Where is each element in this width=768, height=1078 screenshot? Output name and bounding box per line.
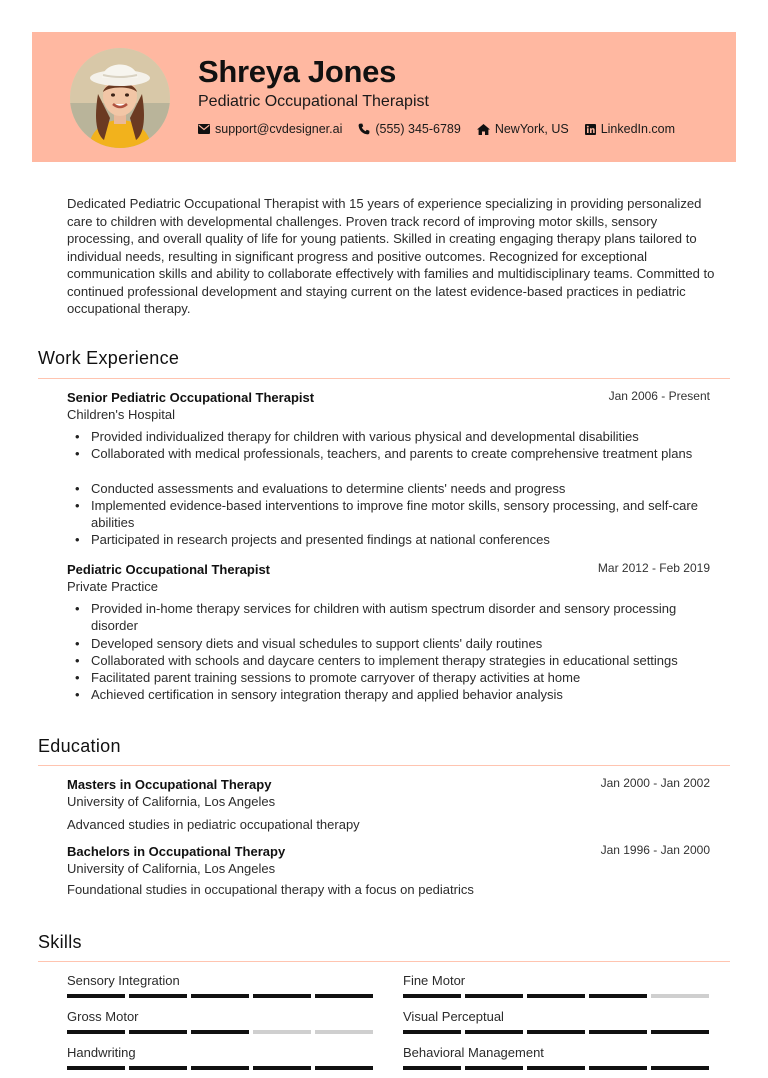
degree-title: Masters in Occupational Therapy bbox=[67, 777, 272, 792]
job-bullet: • Participated in research projects and presented findings at national conferences bbox=[67, 531, 710, 548]
professional-summary: Dedicated Pediatric Occupational Therapist with 15 years of experience specializing in providing personalized care to children with developmental challenges. Proven track record of improving motor skills, sensory processing, and overall quality of life for young patients. Skilled in creating engaging therapy plans tailored to individual needs, resulting in significant progress and positive outcomes. Recognized for exceptional communication skills and ability to collaborate effectively with families and multidisciplinary teams. Committed to continued professional development and staying current on the latest evidence-based practices in pediatric occupational therapy. bbox=[67, 196, 715, 316]
skill-name: Fine Motor bbox=[403, 973, 466, 988]
skill-level-segment bbox=[191, 1030, 249, 1034]
skill-level-segment bbox=[253, 1066, 311, 1070]
contact-linkedin-text: LinkedIn.com bbox=[600, 122, 676, 136]
skill-level-segment bbox=[67, 1066, 125, 1070]
skill-name: Behavioral Management bbox=[403, 1045, 544, 1060]
skill-level-segment bbox=[315, 1030, 373, 1034]
skill-item bbox=[67, 1045, 373, 1070]
skill-level-segment bbox=[589, 1030, 647, 1034]
skill-name: Sensory Integration bbox=[67, 973, 180, 988]
education-heading: Education bbox=[38, 736, 121, 756]
skill-level-segment bbox=[403, 994, 461, 998]
job-bullets bbox=[67, 600, 710, 704]
skill-item bbox=[403, 1045, 709, 1070]
skills-divider bbox=[38, 961, 730, 962]
skills-heading: Skills bbox=[38, 932, 82, 952]
skill-item bbox=[403, 973, 709, 998]
skill-level-segment bbox=[191, 1066, 249, 1070]
work-experience-heading: Work Experience bbox=[38, 348, 180, 368]
skill-level-bar bbox=[403, 1066, 709, 1070]
education-divider bbox=[38, 765, 730, 766]
skill-level-segment bbox=[651, 1066, 709, 1070]
skill-level-segment bbox=[253, 994, 311, 998]
skill-name: Visual Perceptual bbox=[403, 1009, 504, 1024]
skill-item bbox=[67, 973, 373, 998]
contact-phone[interactable] bbox=[358, 122, 460, 136]
skill-level-segment bbox=[465, 1030, 523, 1034]
skill-level-segment bbox=[129, 1030, 187, 1034]
job-bullet: • Facilitated parent training sessions to promote carryover of therapy activities at home bbox=[67, 669, 710, 686]
contact-email[interactable] bbox=[198, 122, 342, 136]
job-bullet: • Collaborated with schools and daycare centers to implement therapy strategies in educational settings bbox=[67, 652, 710, 669]
skill-level-segment bbox=[651, 1030, 709, 1034]
job-bullet: • Collaborated with medical professionals, teachers, and parents to create comprehensive treatment plans bbox=[67, 445, 710, 462]
contact-location bbox=[477, 122, 569, 136]
contact-linkedin[interactable] bbox=[585, 122, 675, 136]
candidate-title: Pediatric Occupational Therapist bbox=[198, 93, 429, 110]
job-bullet: • Implemented evidence-based interventions to improve fine motor skills, sensory processing, and self-care abilities bbox=[67, 497, 710, 532]
skill-level-segment bbox=[403, 1030, 461, 1034]
degree-title: Bachelors in Occupational Therapy bbox=[67, 844, 286, 859]
job-title: Pediatric Occupational Therapist bbox=[67, 562, 270, 577]
job-bullet: • Developed sensory diets and visual schedules to support clients' daily routines bbox=[67, 635, 710, 652]
skill-level-segment bbox=[315, 1066, 373, 1070]
job-entry bbox=[67, 389, 710, 549]
skill-level-bar bbox=[403, 1030, 709, 1034]
skill-level-segment bbox=[465, 1066, 523, 1070]
contact-list bbox=[198, 122, 675, 136]
skill-level-segment bbox=[589, 1066, 647, 1070]
job-bullet: • Achieved certification in sensory integration therapy and applied behavior analysis bbox=[67, 686, 710, 703]
contact-phone-text: (555) 345-6789 bbox=[375, 122, 461, 136]
school-name: University of California, Los Angeles bbox=[67, 794, 276, 809]
skill-level-segment bbox=[129, 1066, 187, 1070]
skill-level-bar bbox=[67, 1066, 373, 1070]
skill-level-segment bbox=[129, 994, 187, 998]
skill-level-segment bbox=[651, 994, 709, 998]
linkedin-icon bbox=[585, 124, 596, 135]
skill-level-bar bbox=[67, 1030, 373, 1034]
job-entry bbox=[67, 561, 710, 704]
job-bullet: • Conducted assessments and evaluations to determine clients' needs and progress bbox=[67, 480, 710, 497]
job-date: Jan 2006 - Present bbox=[608, 389, 710, 403]
skill-level-segment bbox=[191, 994, 249, 998]
skill-level-segment bbox=[67, 1030, 125, 1034]
education-description: Advanced studies in pediatric occupational therapy bbox=[67, 817, 360, 832]
job-bullets bbox=[67, 428, 710, 549]
skill-name: Handwriting bbox=[67, 1045, 136, 1060]
home-icon bbox=[477, 124, 490, 135]
skill-level-segment bbox=[403, 1066, 461, 1070]
skill-level-segment bbox=[253, 1030, 311, 1034]
skill-level-segment bbox=[527, 1066, 585, 1070]
skill-level-bar bbox=[403, 994, 709, 998]
education-date: Jan 2000 - Jan 2002 bbox=[600, 776, 710, 790]
skill-level-segment bbox=[67, 994, 125, 998]
profile-photo-illustration bbox=[70, 48, 170, 148]
job-bullet: • Provided individualized therapy for children with various physical and developmental disabilities bbox=[67, 428, 710, 445]
job-organization: Private Practice bbox=[67, 579, 159, 594]
work-experience-divider bbox=[38, 378, 730, 379]
contact-email-text: support@cvdesigner.ai bbox=[215, 122, 343, 136]
job-bullet: • Provided in-home therapy services for children with autism spectrum disorder and sensory processing disorder bbox=[67, 600, 710, 635]
education-date: Jan 1996 - Jan 2000 bbox=[600, 843, 710, 857]
skill-level-segment bbox=[527, 1030, 585, 1034]
skill-name: Gross Motor bbox=[67, 1009, 139, 1024]
skill-item bbox=[67, 1009, 373, 1034]
phone-icon bbox=[358, 123, 370, 135]
skill-item bbox=[403, 1009, 709, 1034]
contact-location-text: NewYork, US bbox=[494, 122, 569, 136]
education-entry bbox=[67, 776, 710, 833]
education-description: Foundational studies in occupational therapy with a focus on pediatrics bbox=[67, 882, 474, 897]
job-date: Mar 2012 - Feb 2019 bbox=[597, 561, 710, 575]
skill-level-segment bbox=[589, 994, 647, 998]
skill-level-segment bbox=[465, 994, 523, 998]
job-title: Senior Pediatric Occupational Therapist bbox=[67, 390, 315, 405]
skill-level-bar bbox=[67, 994, 373, 998]
profile-photo bbox=[70, 48, 170, 148]
envelope-icon bbox=[198, 124, 210, 134]
school-name: University of California, Los Angeles bbox=[67, 861, 276, 876]
candidate-name: Shreya Jones bbox=[198, 54, 397, 89]
education-entry bbox=[67, 843, 710, 898]
job-organization: Children's Hospital bbox=[67, 407, 175, 422]
resume-header bbox=[32, 32, 736, 162]
skill-level-segment bbox=[315, 994, 373, 998]
skill-level-segment bbox=[527, 994, 585, 998]
